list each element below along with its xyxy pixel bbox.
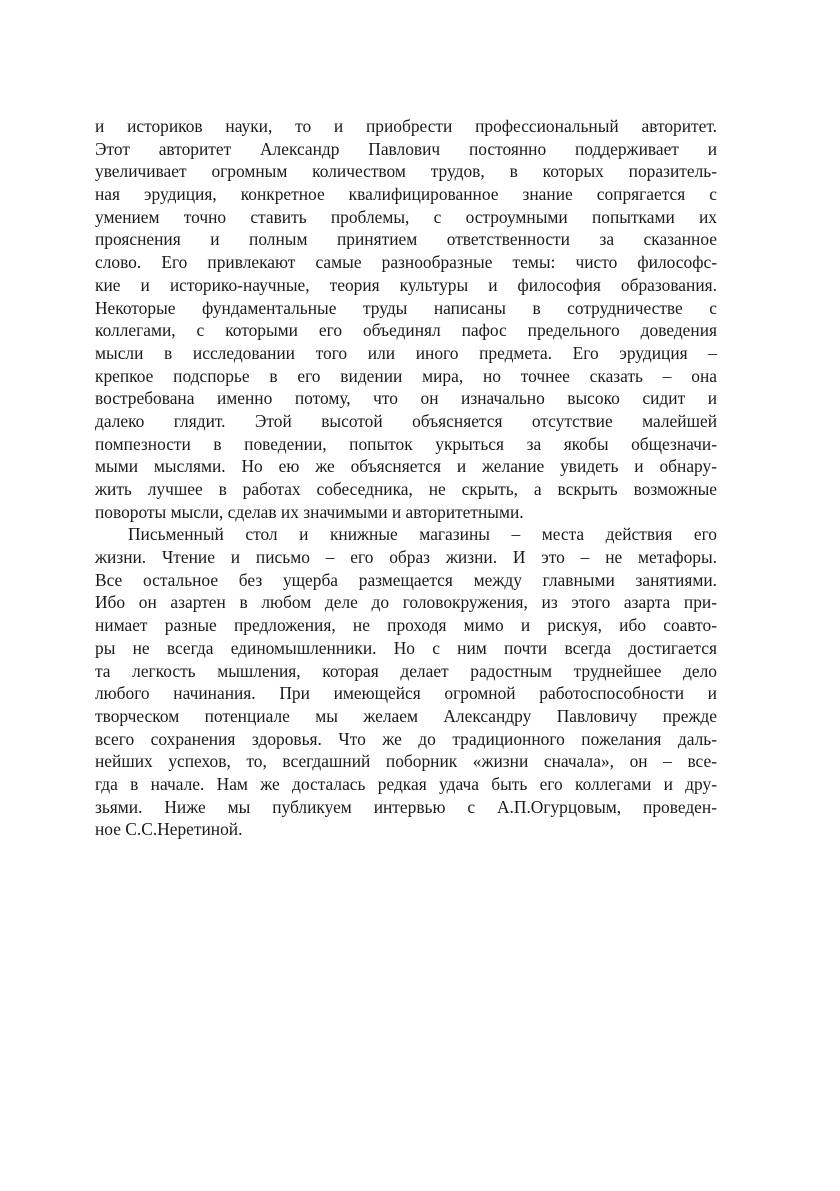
text-line: мыми мыслями. Но ею же объясняется и желание увидеть и обнару- [95,456,717,477]
paragraph-1 [95,115,717,523]
text-line: Все остальное без ущерба размещается между главными занятиями. [95,569,717,590]
text-line: жизни. Чтение и письмо – его образ жизни. И это – не метафоры. [95,547,717,568]
text-line: Ибо он азартен в любом деле до головокружения, из этого азарта при- [95,592,717,613]
text-line: всего сохранения здоровья. Что же до традиционного пожелания даль- [95,728,717,749]
text-line: повороты мысли, сделав их значимыми и авторитетными. [95,501,524,522]
body-text [95,115,717,841]
text-line: зьями. Ниже мы публикуем интервью с А.П.Огурцовым, проведен- [95,796,717,817]
text-line: любого начинания. При имеющейся огромной работоспособности и [95,683,717,704]
text-line: слово. Его привлекают самые разнообразные темы: чисто философс- [95,252,717,273]
text-line: увеличивает огромным количеством трудов, в которых поразитель- [95,161,717,182]
text-line: умением точно ставить проблемы, с остроумными попытками их [95,206,717,227]
text-line: Письменный стол и книжные магазины – места действия его [128,524,717,545]
paragraph-2 [95,523,717,841]
text-line: помпезности в поведении, попыток укрыться за якобы общезначи- [95,433,717,454]
text-line: ры не всегда единомышленники. Но с ним почти всегда достигается [95,637,717,658]
text-line: жить лучшее в работах собеседника, не скрыть, а вскрыть возможные [95,479,717,499]
text-line: коллегами, с которыми его объединял пафос предельного доведения [95,320,717,341]
text-line: Некоторые фундаментальные труды написаны в сотрудничестве с [95,297,717,318]
text-line: и историков науки, то и приобрести профессиональный авторитет. [95,116,717,136]
text-line: нейших успехов, то, всегдашний поборник «жизни сначала», он – все- [95,751,717,772]
text-line: прояснения и полным принятием ответственности за сказанное [95,229,717,250]
text-line: та легкость мышления, которая делает радостным труднейшее дело [95,660,717,681]
text-line: ное С.С.Неретиной. [95,819,243,840]
text-line: ная эрудиция, конкретное квалифицированное знание сопрягается с [95,184,717,205]
text-line: Этот авторитет Александр Павлович постоянно поддерживает и [95,138,717,159]
text-line: востребована именно потому, что он изначально высоко сидит и [95,388,717,409]
text-line: нимает разные предложения, не проходя мимо и рискуя, ибо соавто- [95,615,717,636]
text-line: кие и историко-научные, теория культуры и философия образования. [95,274,717,295]
text-line: крепкое подспорье в его видении мира, но точнее сказать – она [95,365,717,386]
text-line: творческом потенциале мы желаем Александру Павловичу прежде [95,705,717,726]
text-line: гда в начале. Нам же досталась редкая удача быть его коллегами и дру- [95,773,717,794]
text-line: мысли в исследовании того или иного предмета. Его эрудиция – [95,342,717,363]
text-line: далеко глядит. Этой высотой объясняется отсутствие малейшей [95,410,717,431]
